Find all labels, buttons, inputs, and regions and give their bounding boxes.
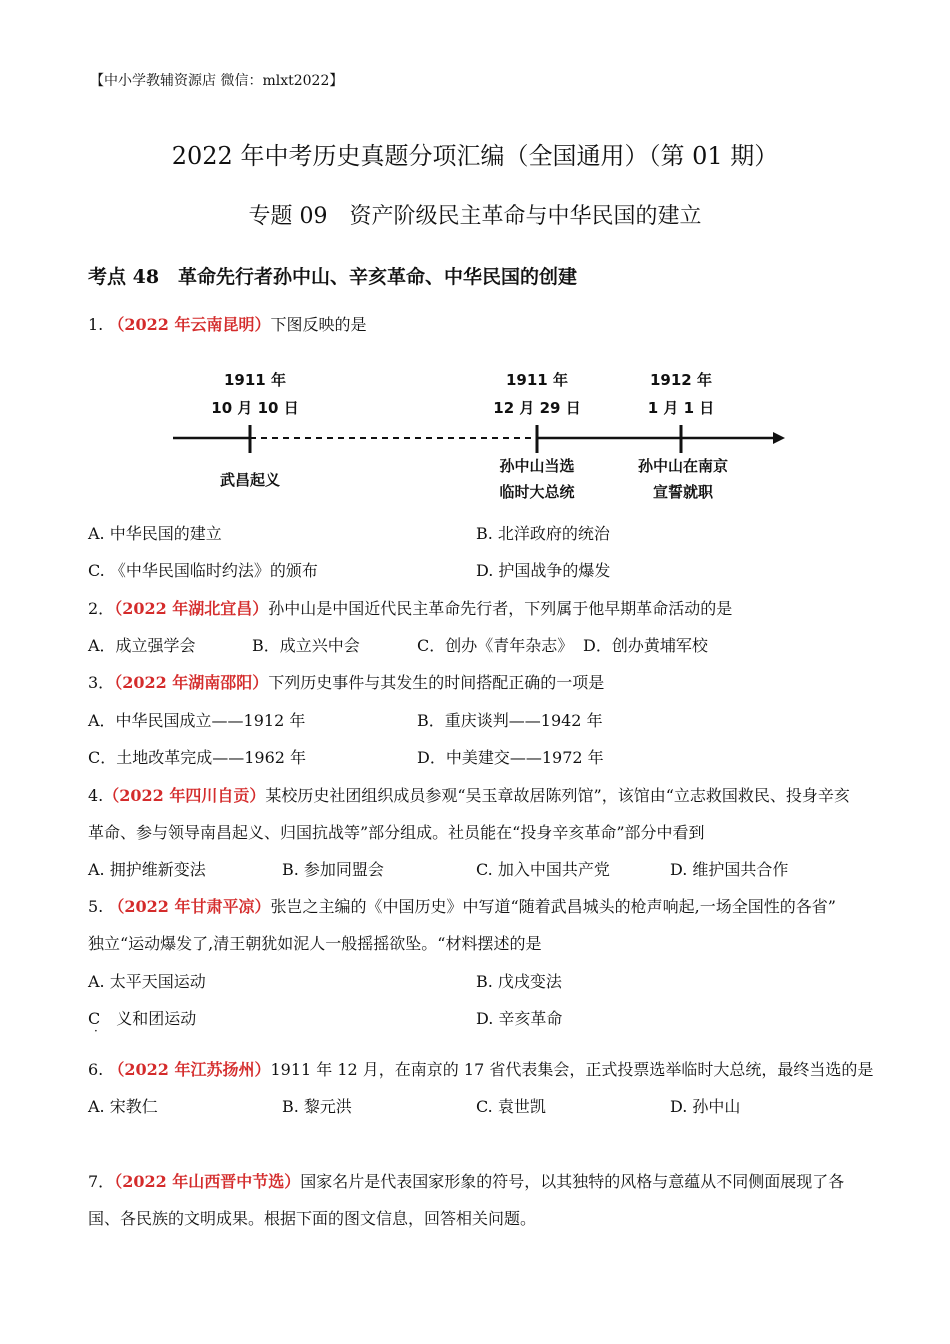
- question-text: 某校历史社团组织成员参观“吴玉章故居陈列馆”，该馆由“立志救国救民、投身辛亥: [265, 786, 850, 805]
- option-c: C. 《中华民国临时约法》的颁布: [88, 561, 318, 580]
- option-d: D．创办黄埔军校: [583, 636, 708, 655]
- timeline-figure: [165, 363, 790, 513]
- question-4-stem: [88, 783, 850, 806]
- question-number: 3．: [88, 673, 115, 692]
- option-c: C. 袁世凯: [476, 1097, 546, 1116]
- event-label: 临时大总统: [499, 483, 575, 501]
- option-d: D. 护国战争的爆发: [476, 561, 611, 580]
- question-number: 2．: [88, 599, 115, 618]
- question-5-stem: [88, 894, 836, 917]
- option-b: B. 北洋政府的统治: [476, 524, 610, 543]
- option-a: A. 宋教仁: [88, 1097, 158, 1116]
- header-note: 【中小学教辅资源店 微信：mlxt2022】: [90, 73, 344, 89]
- option-c: C 义和团运动: [88, 1009, 197, 1028]
- option-c: C. 加入中国共产党: [476, 860, 610, 879]
- question-text: 1911 年 12 月，在南京的 17 省代表集会，正式投票选举临时大总统，最终当选的是: [270, 1060, 874, 1079]
- option-b: B．成立兴中会: [252, 636, 360, 655]
- stray-dot: ·: [94, 1024, 98, 1038]
- option-c: C．创办《青年杂志》: [417, 636, 574, 655]
- option-d: D. 辛亥革命: [476, 1009, 563, 1028]
- option-c: C．土地改革完成——1962 年: [88, 748, 307, 767]
- question-source: （2022 年山西晋中节选）: [114, 1172, 301, 1191]
- question-5-stem-line2: 独立“运动爆发了,清王朝犹如泥人一般摇摇欲坠。“材料摆述的是: [88, 934, 542, 953]
- event-label: 武昌起义: [219, 471, 281, 489]
- option-a: A. 拥护维新变法: [88, 860, 206, 879]
- question-6-stem: [88, 1057, 873, 1080]
- option-a: A. 太平天国运动: [88, 972, 206, 991]
- event-label: 孙中山在南京: [637, 457, 729, 475]
- event-year: 1911 年: [506, 371, 568, 389]
- question-text: 孙中山是中国近代民主革命先行者，下列属于他早期革命活动的是: [268, 599, 733, 618]
- option-a: A．成立强学会: [88, 636, 196, 655]
- event-label: 宣誓就职: [652, 483, 714, 501]
- question-source: （2022 年云南昆明）: [108, 315, 271, 334]
- option-a: A．中华民国成立——1912 年: [88, 711, 306, 730]
- option-b: B. 黎元洪: [282, 1097, 352, 1116]
- option-d: D. 维护国共合作: [670, 860, 789, 879]
- event-date: 12 月 29 日: [493, 399, 581, 417]
- question-number: 4.: [88, 786, 104, 805]
- question-text: 下列历史事件与其发生的时间搭配正确的一项是: [268, 673, 605, 692]
- question-1-stem: [88, 312, 366, 335]
- question-number: 6.: [88, 1060, 104, 1079]
- question-3-stem: [88, 670, 604, 693]
- question-7-stem: [88, 1169, 844, 1192]
- event-date: 10 月 10 日: [211, 399, 299, 417]
- section-heading: 考点 48 革命先行者孙中山、辛亥革命、中华民国的创建: [88, 266, 578, 288]
- question-number: 5.: [88, 897, 104, 916]
- question-number: 7．: [88, 1172, 115, 1191]
- topic-subtitle: 专题 09 资产阶级民主革命与中华民国的建立: [248, 204, 702, 229]
- question-source: （2022 年湖南邵阳）: [114, 673, 269, 692]
- event-year: 1912 年: [650, 371, 712, 389]
- event-date: 1 月 1 日: [647, 399, 715, 417]
- question-text: 下图反映的是: [270, 315, 367, 334]
- question-4-stem-line2: 革命、参与领导南昌起义、归国抗战等”部分组成。社员能在“投身辛亥革命”部分中看到: [88, 823, 705, 842]
- timeline-arrow-icon: [773, 432, 785, 444]
- question-source: （2022 年甘肃平凉）: [108, 897, 271, 916]
- question-number: 1.: [88, 315, 104, 334]
- page-title: 2022 年中考历史真题分项汇编（全国通用）（第 01 期）: [171, 142, 779, 170]
- event-label: 孙中山当选: [499, 457, 575, 475]
- option-b: B. 戊戌变法: [476, 972, 562, 991]
- event-year: 1911 年: [224, 371, 286, 389]
- question-source: （2022 年湖北宜昌）: [114, 599, 269, 618]
- option-b: B. 参加同盟会: [282, 860, 384, 879]
- option-d: D. 孙中山: [670, 1097, 741, 1116]
- question-2-stem: [88, 596, 732, 619]
- question-text: 国家名片是代表国家形象的符号，以其独特的风格与意蕴从不同侧面展现了各: [300, 1172, 845, 1191]
- option-d: D．中美建交——1972 年: [417, 748, 604, 767]
- question-source: （2022 年四川自贡）: [103, 786, 266, 805]
- option-a: A. 中华民国的建立: [88, 524, 222, 543]
- question-source: （2022 年江苏扬州）: [108, 1060, 271, 1079]
- question-text: 张岂之主编的《中国历史》中写道“随着武昌城头的枪声响起,一场全国性的各省”: [270, 897, 836, 916]
- option-b: B．重庆谈判——1942 年: [417, 711, 603, 730]
- question-7-stem-line2: 国、各民族的文明成果。根据下面的图文信息，回答相关问题。: [88, 1209, 537, 1228]
